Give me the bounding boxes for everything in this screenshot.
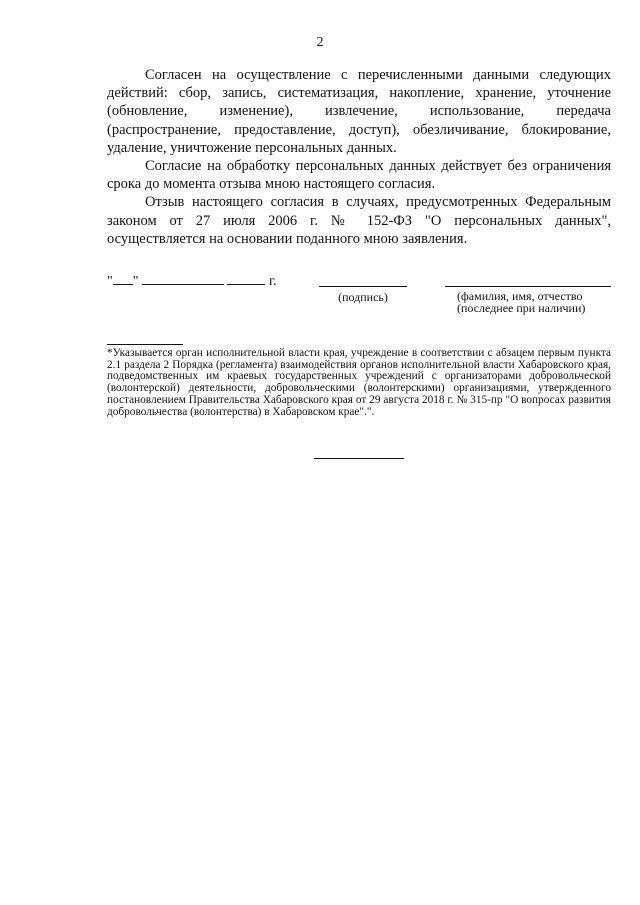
consent-body (107, 66, 611, 248)
full-name-caption (457, 290, 585, 314)
signature-line[interactable] (319, 286, 407, 287)
footnote-divider (107, 344, 183, 345)
signature-caption: (подпись) (338, 290, 388, 304)
paragraph-validity: Согласие на обработку персональных данных действует без ограничения срока до момента отзыва мною настоящего согласия. (107, 158, 611, 193)
document-end-rule (314, 458, 404, 459)
year-suffix: г. (268, 274, 277, 289)
year-blank[interactable] (227, 272, 265, 285)
full-name-line[interactable] (445, 286, 611, 287)
quote-close: " (132, 274, 139, 289)
quote-open: " (107, 274, 113, 289)
footnote: *Указывается орган исполнительной власти края, учреждение в соответствии с абзацем первым пункта 2.1 раздела 2 Порядка (регламента) взаимодействия органов исполнительной власти Хабаровского края, подведомственных им краевых государственных учреждений с организаторами добровольческой (волонтерской) деятельности, добровольческими (волонтерскими) организациями, утвержденного постановлением Правительства Хабаровского края от 29 августа 2018 г. № 315-пр "О вопросах развития добровольчества (волонтерства) в Хабаровском крае".". (107, 347, 611, 418)
paragraph-revocation: Отзыв настоящего согласия в случаях, предусмотренных Федеральным законом от 27 июля 2006 г. № 152-ФЗ "О персональных данных", осуществляется на основании поданного мною заявления. (107, 194, 611, 247)
page-number: 2 (316, 35, 324, 50)
month-blank[interactable] (142, 272, 224, 285)
full-name-caption-line1: (фамилия, имя, отчество (457, 289, 583, 303)
paragraph-actions: Согласен на осуществление с перечисленными данными следующих действий: сбор, запись, систематизация, накопление, хранение, уточнение (обновление, изменение), извлечение, использование, передача (распространение, предоставление, доступ), обезличивание, блокирование, удаление, уничтожение персональных данных. (107, 67, 611, 156)
date-field (107, 272, 277, 290)
signature-block (107, 272, 611, 332)
full-name-caption-line2: (последнее при наличии) (457, 301, 586, 315)
day-blank[interactable] (113, 272, 133, 285)
